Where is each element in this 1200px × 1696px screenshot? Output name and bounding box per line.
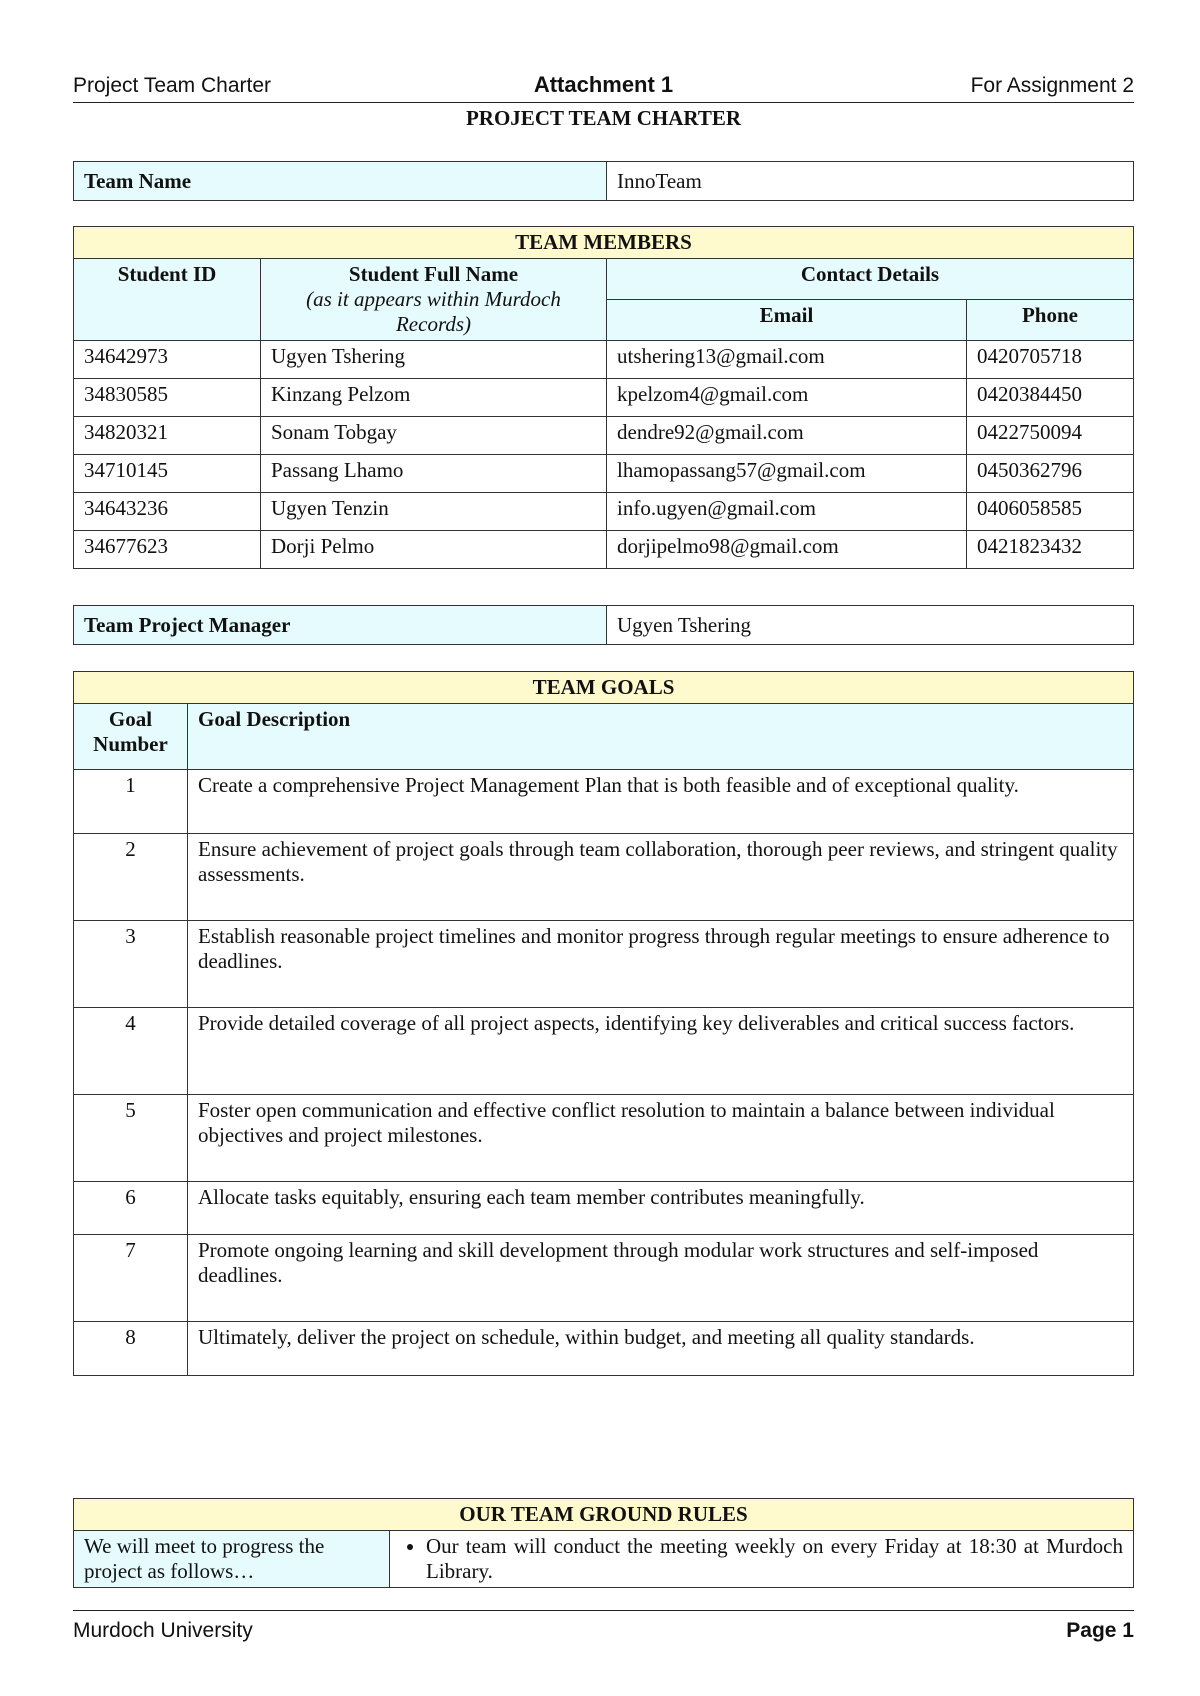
table-row <box>74 1235 1134 1322</box>
list-item: • Our team will conduct the meeting weekly on every Friday at 18:30 at Murdoch Library. <box>426 1534 1123 1584</box>
table-row <box>74 1182 1134 1235</box>
goal-number: 1 <box>74 770 188 834</box>
member-email: utshering13@gmail.com <box>607 341 967 379</box>
table-row <box>74 341 1134 379</box>
table-row <box>74 770 1134 834</box>
team-goals-heading: TEAM GOALS <box>74 672 1134 704</box>
goal-description: Ensure achievement of project goals through team collaboration, thorough peer reviews, and stringent quality assessments. <box>188 834 1134 921</box>
team-name-table <box>73 161 1134 201</box>
table-row <box>74 455 1134 493</box>
member-name: Passang Lhamo <box>261 455 607 493</box>
table-row <box>74 1322 1134 1376</box>
member-email: lhamopassang57@gmail.com <box>607 455 967 493</box>
goal-description: Provide detailed coverage of all project aspects, identifying key deliverables and critical success factors. <box>188 1008 1134 1095</box>
member-id: 34642973 <box>74 341 261 379</box>
team-members-heading: TEAM MEMBERS <box>74 227 1134 259</box>
member-name: Sonam Tobgay <box>261 417 607 455</box>
col-goal-number: Goal Number <box>74 704 188 770</box>
team-name-value: InnoTeam <box>607 162 1134 201</box>
member-email: info.ugyen@gmail.com <box>607 493 967 531</box>
goal-number: 2 <box>74 834 188 921</box>
member-email: kpelzom4@gmail.com <box>607 379 967 417</box>
goal-number: 3 <box>74 921 188 1008</box>
team-manager-label: Team Project Manager <box>74 606 607 645</box>
goal-number: 8 <box>74 1322 188 1376</box>
goal-description: Promote ongoing learning and skill development through modular work structures and self-imposed deadlines. <box>188 1235 1134 1322</box>
member-id: 34830585 <box>74 379 261 417</box>
goal-description: Establish reasonable project timelines and monitor progress through regular meetings to ensure adherence to deadlines. <box>188 921 1134 1008</box>
member-id: 34643236 <box>74 493 261 531</box>
ground-rules-heading: OUR TEAM GROUND RULES <box>74 1499 1134 1531</box>
member-name: Kinzang Pelzom <box>261 379 607 417</box>
member-name: Ugyen Tenzin <box>261 493 607 531</box>
col-contact-details: Contact Details <box>607 259 1134 300</box>
goal-number: 4 <box>74 1008 188 1095</box>
col-student-name <box>261 259 607 341</box>
member-email: dendre92@gmail.com <box>607 417 967 455</box>
document-title: PROJECT TEAM CHARTER <box>465 106 742 130</box>
table-row <box>74 834 1134 921</box>
goal-description: Foster open communication and effective conflict resolution to maintain a balance between individual objectives and project milestones. <box>188 1095 1134 1182</box>
member-phone: 0421823432 <box>967 531 1134 569</box>
table-row <box>74 1095 1134 1182</box>
ground-rules-label: We will meet to progress the project as follows… <box>74 1531 390 1588</box>
table-row <box>74 1008 1134 1095</box>
table-row <box>74 379 1134 417</box>
page-header <box>73 72 1134 103</box>
member-id: 34677623 <box>74 531 261 569</box>
header-left: Project Team Charter <box>73 74 272 97</box>
member-name: Dorji Pelmo <box>261 531 607 569</box>
team-name-label: Team Name <box>74 162 607 201</box>
member-email: dorjipelmo98@gmail.com <box>607 531 967 569</box>
team-manager-table <box>73 605 1134 645</box>
col-goal-description: Goal Description <box>188 704 1134 770</box>
col-phone: Phone <box>967 300 1134 341</box>
goal-number: 7 <box>74 1235 188 1322</box>
col-student-id: Student ID <box>74 259 261 341</box>
col-student-name-note: (as it appears within Murdoch Records) <box>306 287 561 336</box>
team-manager-value: Ugyen Tshering <box>607 606 1134 645</box>
member-phone: 0422750094 <box>967 417 1134 455</box>
goal-number: 5 <box>74 1095 188 1182</box>
ground-rules-items <box>390 1531 1134 1588</box>
header-right: For Assignment 2 <box>970 74 1134 97</box>
ground-rules-table <box>73 1498 1134 1588</box>
footer-left: Murdoch University <box>73 1619 253 1642</box>
goal-number: 6 <box>74 1182 188 1235</box>
col-email: Email <box>607 300 967 341</box>
member-phone: 0420705718 <box>967 341 1134 379</box>
member-phone: 0406058585 <box>967 493 1134 531</box>
page-footer <box>73 1610 1134 1642</box>
member-phone: 0420384450 <box>967 379 1134 417</box>
goal-description: Create a comprehensive Project Management Plan that is both feasible and of exceptional quality. <box>188 770 1134 834</box>
team-goals-table <box>73 671 1134 1376</box>
goal-description: Allocate tasks equitably, ensuring each team member contributes meaningfully. <box>188 1182 1134 1235</box>
col-student-name-label: Student Full Name <box>348 262 519 286</box>
member-id: 34820321 <box>74 417 261 455</box>
team-members-table <box>73 226 1134 569</box>
member-id: 34710145 <box>74 455 261 493</box>
table-row <box>74 921 1134 1008</box>
member-phone: 0450362796 <box>967 455 1134 493</box>
goal-description: Ultimately, deliver the project on schedule, within budget, and meeting all quality standards. <box>188 1322 1134 1376</box>
header-center: Attachment 1 <box>533 72 674 97</box>
table-row <box>74 531 1134 569</box>
table-row <box>74 493 1134 531</box>
page-number: Page 1 <box>1066 1619 1134 1642</box>
member-name: Ugyen Tshering <box>261 341 607 379</box>
table-row <box>74 417 1134 455</box>
